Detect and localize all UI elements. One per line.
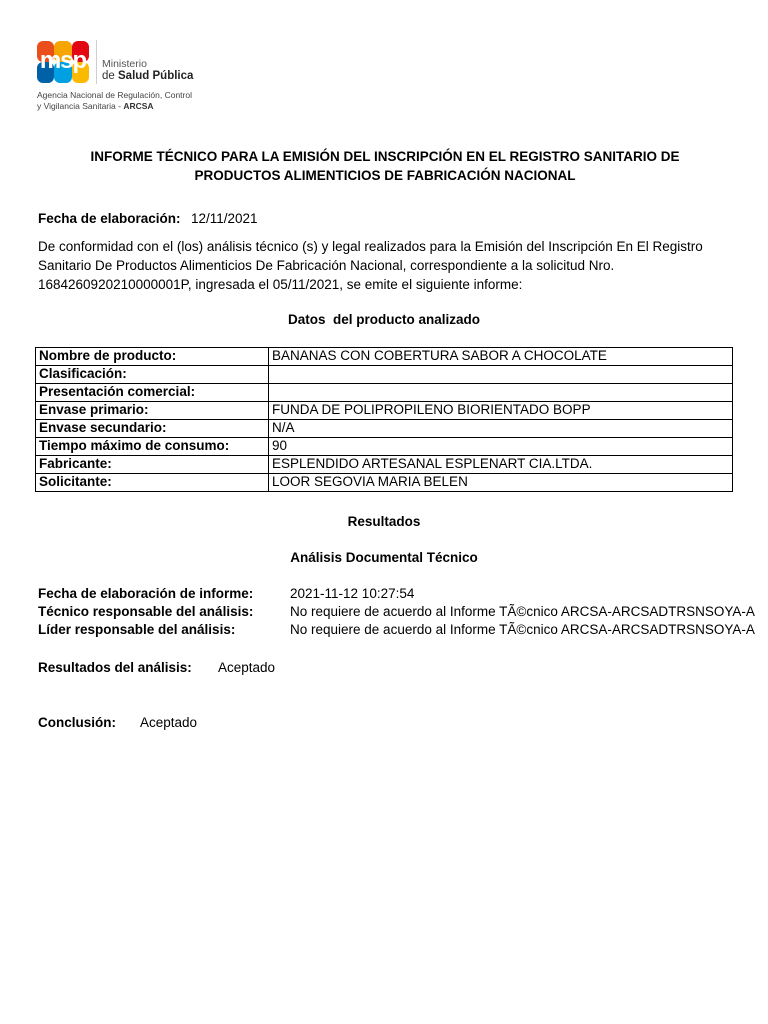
fecha-elaboracion xyxy=(38,210,258,228)
row-label: Solicitante: xyxy=(36,474,269,492)
resultados-analisis-label: Resultados del análisis: xyxy=(38,660,192,675)
agency-line2 xyxy=(37,101,154,111)
row-label: Tiempo máximo de consumo: xyxy=(36,438,269,456)
section-datos-heading: Datos del producto analizado xyxy=(287,312,481,327)
row-label: Presentación comercial: xyxy=(36,384,269,402)
ministry-name-line2 xyxy=(102,70,193,82)
title-line1: INFORME TÉCNICO PARA LA EMISIÓN DEL INSCRIPCIÓN EN EL REGISTRO SANITARIO DE xyxy=(90,149,680,164)
table-row xyxy=(36,402,733,420)
row-value: FUNDA DE POLIPROPILENO BIORIENTADO BOPP xyxy=(269,402,733,420)
title-line2: PRODUCTOS ALIMENTICIOS DE FABRICACIÓN NACIONAL xyxy=(194,168,576,183)
row-label: Envase primario: xyxy=(36,402,269,420)
table-row xyxy=(36,420,733,438)
document-title xyxy=(40,147,730,185)
table-row xyxy=(36,348,733,366)
table-row xyxy=(36,366,733,384)
fecha-value: 12/11/2021 xyxy=(191,211,258,226)
agency-line1: Agencia Nacional de Regulación, Control xyxy=(37,90,192,100)
logo-letters: msp xyxy=(39,47,87,74)
agency-acronym: ARCSA xyxy=(123,101,154,111)
row-label: Fabricante: xyxy=(36,456,269,474)
conclusion-label: Conclusión: xyxy=(38,715,116,730)
logo-divider xyxy=(96,40,97,84)
informe-fecha-value: 2021-11-12 10:27:54 xyxy=(290,586,415,601)
ministry-name-line1: Ministerio xyxy=(102,58,147,70)
row-label: Envase secundario: xyxy=(36,420,269,438)
row-value: LOOR SEGOVIA MARIA BELEN xyxy=(269,474,733,492)
fecha-label: Fecha de elaboración: xyxy=(38,211,181,226)
row-value xyxy=(269,366,733,384)
informe-lider-label: Líder responsable del análisis: xyxy=(38,622,236,637)
row-value: N/A xyxy=(269,420,733,438)
product-table xyxy=(35,347,733,492)
informe-tecnico-label: Técnico responsable del análisis: xyxy=(38,604,254,619)
ministry-prefix: de xyxy=(102,70,118,82)
row-value: ESPLENDIDO ARTESANAL ESPLENART CIA.LTDA. xyxy=(269,456,733,474)
table-row xyxy=(36,456,733,474)
section-resultados-heading: Resultados xyxy=(347,514,421,529)
row-label: Clasificación: xyxy=(36,366,269,384)
row-value: BANANAS CON COBERTURA SABOR A CHOCOLATE xyxy=(269,348,733,366)
informe-fecha-label: Fecha de elaboración de informe: xyxy=(38,586,254,601)
agency-prefix: y Vigilancia Sanitaria - xyxy=(37,101,124,111)
intro-line2: Sanitario De Productos Alimenticios De Fabricación Nacional, correspondiente a la solicitud Nro. xyxy=(38,258,615,273)
table-row xyxy=(36,474,733,492)
intro-line1: De conformidad con el (los) análisis técnico (s) y legal realizados para la Emisión del Inscripción En El Registro xyxy=(38,239,703,254)
row-label: Nombre de producto: xyxy=(36,348,269,366)
row-value xyxy=(269,384,733,402)
informe-lider-value: No requiere de acuerdo al Informe TÃ©cnico ARCSA-ARCSADTRSNSOYA-A xyxy=(290,622,755,637)
resultados-analisis-value: Aceptado xyxy=(218,660,276,675)
table-row xyxy=(36,438,733,456)
table-row xyxy=(36,384,733,402)
informe-tecnico-value: No requiere de acuerdo al Informe TÃ©cnico ARCSA-ARCSADTRSNSOYA-A xyxy=(290,604,755,619)
intro-line3: 1684260920210000001P, ingresada el 05/11/2021, se emite el siguiente informe: xyxy=(38,277,523,292)
ministry-bold: Salud Pública xyxy=(118,70,194,82)
section-analisis-heading: Análisis Documental Técnico xyxy=(290,550,478,565)
row-value: 90 xyxy=(269,438,733,456)
intro-paragraph xyxy=(38,237,738,294)
conclusion-value: Aceptado xyxy=(140,715,198,730)
